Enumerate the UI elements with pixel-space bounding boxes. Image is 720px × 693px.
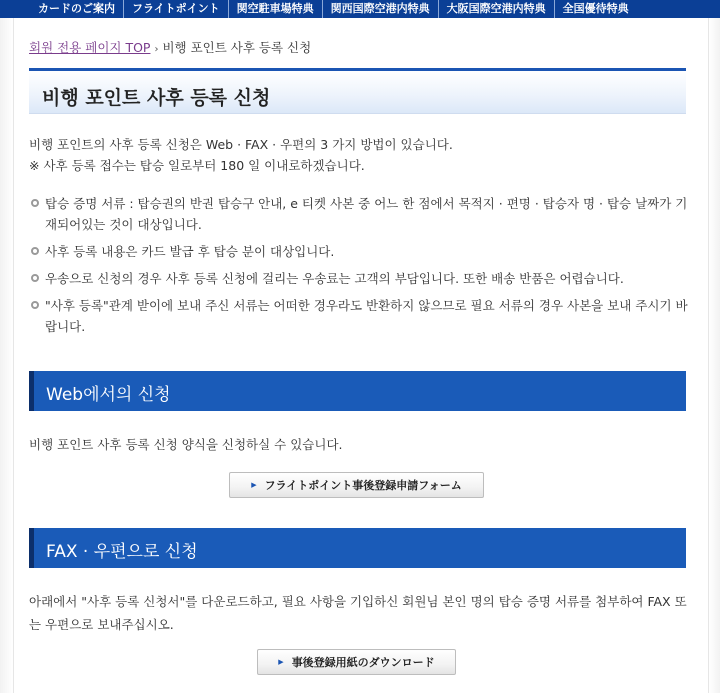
page-title: 비행 포인트 사후 등록 신청 — [42, 87, 271, 109]
notes-list — [29, 193, 689, 343]
nav-kix-parking[interactable]: 関空駐車場特典 — [228, 0, 322, 18]
nav-card-info[interactable]: カードのご案内 — [38, 2, 115, 15]
breadcrumb-members-top-link[interactable]: 회원 전용 페이지 TOP — [29, 40, 151, 55]
download-form-button[interactable] — [257, 649, 456, 675]
application-form-button[interactable] — [229, 472, 484, 498]
web-section-header — [29, 371, 686, 411]
download-form-button-label: 事後登録用紙のダウンロード — [291, 656, 435, 669]
fax-section-text: 아래에서 "사후 등록 신청서"를 다운로드하고, 필요 사항을 기입하신 회원님 본인 명의 탑승 증명 서류를 첨부하여 FAX 또는 우편으로 보내주십시오. — [29, 594, 687, 632]
triangle-right-icon: ▶ — [251, 481, 257, 489]
nav-kix-benefits[interactable]: 関西国際空港内特典 — [322, 0, 438, 18]
note-documents: "사후 등록"관계 받이에 보내 주신 서류는 어떠한 경우라도 반환하지 않으므로 필요 서류의 경우 사본을 보내 주시기 바랍니다. — [45, 298, 688, 334]
application-form-button-label: フライトポイント事後登録申請フォーム — [264, 479, 462, 492]
circle-bullet-icon — [31, 274, 39, 282]
fax-section-title: FAX · 우편으로 신청 — [46, 542, 198, 562]
list-item — [29, 295, 689, 337]
intro-line-methods: 비행 포인트의 사후 등록 신청은 Web · FAX · 우편의 3 가지 방법이 있습니다. — [29, 137, 453, 152]
breadcrumb-separator: › — [154, 44, 159, 55]
top-navigation — [0, 0, 720, 18]
nav-nationwide-benefits[interactable]: 全国優待特典 — [554, 0, 637, 18]
right-gutter — [709, 18, 720, 693]
nav-itami-benefits[interactable]: 大阪国際空港内特典 — [438, 0, 554, 18]
list-item — [29, 268, 689, 289]
note-boarding-proof: 탑승 증명 서류 : 탑승권의 반권 탑승구 안내, e 티켓 사본 중 어느 한 점에서 목적지 · 편명 · 탑승자 명 · 탑승 날짜가 기재되어있는 것이 대상입니다. — [45, 196, 688, 232]
web-section-title: Web에서의 신청 — [46, 385, 171, 405]
intro-text — [29, 134, 453, 176]
breadcrumb — [29, 38, 311, 56]
circle-bullet-icon — [31, 301, 39, 309]
left-gutter — [0, 18, 13, 693]
page-title-box — [29, 68, 686, 114]
circle-bullet-icon — [31, 199, 39, 207]
note-postage: 우송으로 신청의 경우 사후 등록 신청에 걸리는 우송료는 고객의 부담입니다. 또한 배송 반품은 어렵습니다. — [45, 271, 624, 286]
note-eligibility: 사후 등록 내용은 카드 발급 후 탑승 분이 대상입니다. — [45, 244, 335, 259]
list-item — [29, 241, 689, 262]
breadcrumb-current: 비행 포인트 사후 등록 신청 — [162, 40, 312, 55]
triangle-right-icon: ▶ — [278, 658, 284, 666]
circle-bullet-icon — [31, 247, 39, 255]
nav-flight-point[interactable]: フライトポイント — [123, 0, 228, 18]
list-item — [29, 193, 689, 235]
intro-line-deadline: ※ 사후 등록 접수는 탑승 일로부터 180 일 이내로하겠습니다. — [29, 158, 365, 173]
fax-section-header — [29, 528, 686, 568]
web-section-text: 비행 포인트 사후 등록 신청 양식을 신청하실 수 있습니다. — [29, 437, 343, 452]
